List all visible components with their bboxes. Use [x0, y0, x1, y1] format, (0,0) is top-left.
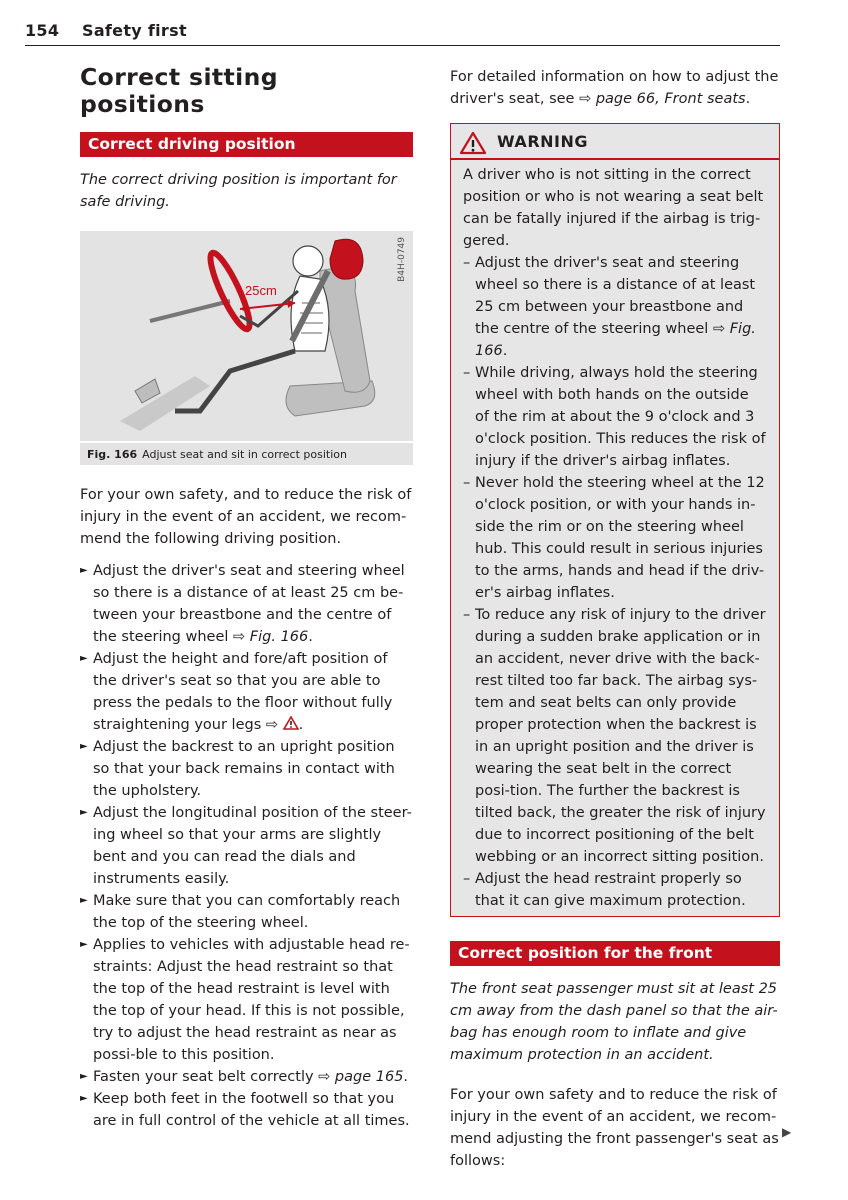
list-item: ► Fasten your seat belt correctly ⇨ page 165. — [80, 1066, 413, 1088]
bullet-marker: ► — [80, 565, 88, 576]
list-item: ► Make sure that you can comfortably reach the top of the steering wheel. — [80, 890, 413, 934]
warning-label: WARNING — [497, 132, 588, 151]
bullet-marker: ► — [80, 939, 88, 950]
bullet-marker: ► — [80, 895, 88, 906]
list-item: – While driving, always hold the steering wheel with both hands on the outside of the rim at about the 9 o'clock and 3 o'clock position. This reduces the risk of injury if the driver's airbag inflates. — [463, 365, 766, 469]
bullet-marker: ► — [80, 807, 88, 818]
warning-list — [463, 252, 767, 912]
running-title: Safety first — [82, 21, 187, 40]
cross-reference-link[interactable]: Fig. 166 — [249, 629, 309, 645]
bullet-marker: ► — [80, 653, 88, 664]
passenger-paragraph: For your own safety and to reduce the risk of injury in the event of an accident, we recom-mend adjusting the front passenger's seat as follows: — [450, 1087, 779, 1169]
section-heading-driving-position: Correct driving position — [80, 132, 413, 157]
figure-code: B4H-0749 — [397, 237, 407, 282]
driver-head — [293, 246, 323, 276]
warning-triangle-icon — [459, 131, 487, 155]
list-item: ► Keep both feet in the footwell so that you are in full control of the vehicle at all times. — [80, 1088, 413, 1132]
footwell-shape — [120, 376, 210, 431]
list-item: – To reduce any risk of injury to the driver during a sudden brake application or in an accident, never drive with the back-rest tilted too far back. The airbag sys-tem and seat belts can only provide proper protection when the backrest is in an upright position and the driver is wearing the seat belt in the correct posi-tion. The further the backrest is tilted back, the greater the risk of injury due to incorrect positioning of the belt webbing or an incorrect sitting position. — [463, 607, 766, 865]
warning-header — [451, 124, 779, 160]
distance-label: 25cm — [245, 283, 277, 298]
warning-body — [451, 160, 779, 916]
page-title — [80, 64, 413, 118]
bullet-marker: ► — [80, 1093, 88, 1104]
warning-intro: A driver who is not sitting in the correct position or who is not wearing a seat belt can be fatally injured if the airbag is trig-gered. — [463, 167, 764, 249]
figure-caption-text: Adjust seat and sit in correct position — [142, 448, 347, 461]
figure-caption-label: Fig. 166 — [87, 448, 138, 461]
driving-position-steps — [80, 560, 413, 1132]
right-column — [450, 66, 780, 1172]
list-item: ► Adjust the backrest to an upright position so that your back remains in contact with the upholstery. — [80, 736, 413, 802]
title-line-2: positions — [80, 90, 205, 118]
cross-reference-link[interactable]: page 165 — [334, 1069, 404, 1085]
figure-caption — [80, 441, 413, 465]
section-intro: The correct driving position is important for safe driving. — [80, 172, 397, 210]
section-intro: The front seat passenger must sit at least 25 cm away from the dash panel so that the air-bag has enough room to inflate and give maximum protection in an accident. — [450, 981, 778, 1063]
bullet-marker: ► — [80, 741, 88, 752]
list-item: – Adjust the head restraint properly so that it can give maximum protection. — [463, 871, 746, 909]
bullet-marker: ► — [80, 1071, 88, 1082]
list-item: – Never hold the steering wheel at the 12 o'clock position, or with your hands in-side the rim or on the steering wheel hub. This could result in serious injuries to the arms, hands and head if the driv-er's airbag inflates. — [463, 475, 765, 601]
figure-seating-illustration — [80, 231, 413, 441]
list-item: – Adjust the driver's seat and steering wheel so there is a distance of at least 25 cm between your breastbone and the centre of the steering wheel ⇨ Fig. 166. — [463, 255, 756, 359]
list-item: ► Applies to vehicles with adjustable head re-straints: Adjust the head restraint so that the top of the head restraint is level with the top of your head. If this is not possible, try to adjust the head restraint as near as possi-ble to this position. — [80, 934, 413, 1066]
warning-triangle-icon — [283, 716, 299, 730]
head-restraint — [330, 239, 363, 279]
front-passenger-section — [450, 941, 780, 1172]
cross-reference-link[interactable]: Fig. 166 — [475, 321, 756, 359]
list-item: ► Adjust the height and fore/aft position of the driver's seat so that you are able to press the pedals to the floor without fully straightening your legs ⇨ . — [80, 648, 413, 736]
page-number: 154 — [25, 21, 60, 40]
steering-column — [150, 301, 230, 321]
list-item: ► Adjust the driver's seat and steering wheel so there is a distance of at least 25 cm be-tween your breastbone and the centre of the steering wheel ⇨ Fig. 166. — [80, 560, 413, 648]
left-column — [80, 64, 413, 1132]
list-item: ► Adjust the longitudinal position of the steer-ing wheel so that your arms are slightly bent and you can read the dials and instruments easily. — [80, 802, 413, 890]
continue-arrow-icon: ▶ — [782, 1125, 792, 1139]
section-heading-front-passenger: Correct position for the front passenger — [450, 941, 780, 966]
warning-box — [450, 123, 780, 917]
cross-reference-link[interactable]: page 66, Front seats — [595, 91, 746, 107]
title-line-1: Correct sitting — [80, 63, 278, 91]
page-header — [25, 20, 780, 46]
safety-paragraph: For your own safety, and to reduce the risk of injury in the event of an accident, we recom-mend the following driving position. — [80, 487, 412, 547]
seat-adjust-reference: For detailed information on how to adjust the driver's seat, see ⇨ page 66, Front seats. — [450, 69, 779, 107]
seating-illustration — [80, 231, 413, 441]
